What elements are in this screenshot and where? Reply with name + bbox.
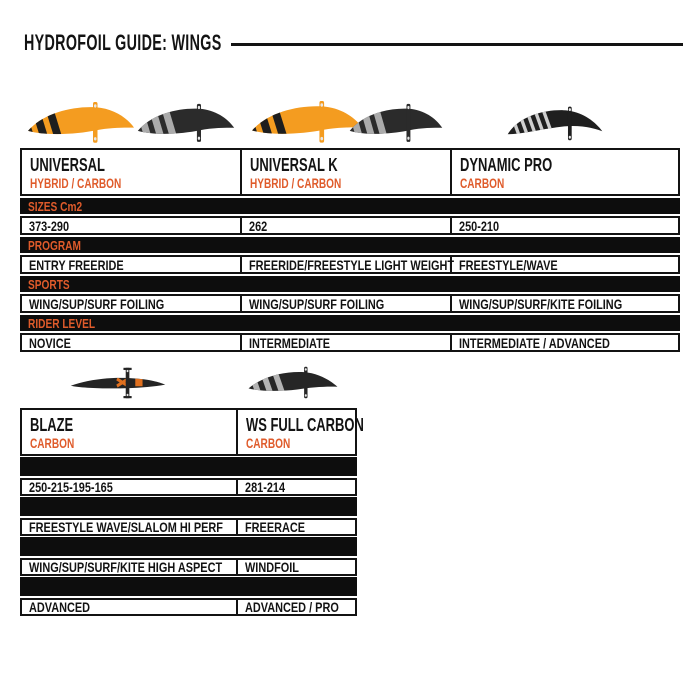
model-construction [460,175,678,191]
blaze-wing-image [68,364,168,402]
column-header-universal-k [242,148,452,196]
cell-text: 250-215-195-165 [29,479,113,495]
cell-text: INTERMEDIATE / ADVANCED [459,334,610,351]
column-header-ws-full-carbon [238,408,364,456]
cell-text: FREESTYLE WAVE/SLALOM HI PERF [29,519,223,535]
model-name [246,415,364,435]
sports-row [20,294,680,313]
cell-text: 262 [249,217,268,234]
main-table-header-row [20,148,680,196]
section-label: SPORTS [28,276,70,292]
sizes-cell-universal [20,216,242,235]
sizes-cell-dynamic-pro [452,216,680,235]
rider-level-cell-ws [238,598,357,616]
program-cell-ws [238,518,357,536]
sizes-row [20,216,680,235]
dynamic-pro-wing-image [504,103,606,145]
section-bar-sizes [20,198,680,214]
sizes-cell-ws [238,478,357,496]
page-title-text: HYDROFOIL GUIDE: WINGS [24,30,222,55]
cell-text: 281-214 [245,479,286,495]
sports-cell-ws [238,558,357,576]
sports-row-secondary [20,558,357,576]
title-rule [231,43,683,46]
wings-comparison-table-secondary [20,408,364,616]
rider-level-row [20,333,680,352]
section-bar-program-secondary [20,497,357,516]
sports-cell-dynamic-pro [452,294,680,313]
model-construction-text: CARBON [30,435,75,451]
model-name-text: UNIVERSAL K [250,155,338,175]
cell-text: ADVANCED [29,599,91,615]
program-cell-universal-k [242,255,455,274]
rider-level-cell-universal-k [242,333,452,352]
model-construction [30,435,236,451]
column-header-dynamic-pro [452,148,680,196]
model-construction-text: HYBRID / CARBON [30,175,122,191]
cell-text: FREESTYLE/WAVE [459,256,558,273]
model-name [250,155,450,175]
section-bar-rider-level [20,315,680,331]
cell-text: 373-290 [29,217,70,234]
model-name-text: WS FULL CARBON [246,415,364,435]
universal-k-hybrid-wing-image [250,99,364,146]
model-construction-text: CARBON [460,175,505,191]
sizes-row-secondary [20,478,357,496]
section-bar-program [20,237,680,253]
rider-level-cell-blaze [20,598,238,616]
model-construction-text: HYBRID / CARBON [250,175,342,191]
sizes-cell-blaze [20,478,238,496]
cell-text: WING/SUP/SURF FOILING [249,295,385,312]
model-name-text: UNIVERSAL [30,155,105,175]
section-bar-sports-secondary [20,537,357,556]
program-row [20,255,680,274]
column-header-universal [20,148,242,196]
model-name [30,155,240,175]
program-cell-dynamic-pro [452,255,680,274]
cell-text: WING/SUP/SURF/KITE FOILING [459,295,623,312]
cell-text: WINDFOIL [245,559,299,575]
model-construction [250,175,450,191]
model-name-text: DYNAMIC PRO [460,155,553,175]
cell-text: 250-210 [459,217,500,234]
program-cell-blaze [20,518,238,536]
model-name-text: BLAZE [30,415,74,435]
section-bar-rider-level-secondary [20,577,357,596]
sizes-cell-universal-k [242,216,452,235]
model-name [460,155,678,175]
universal-carbon-wing-image [136,102,236,145]
cell-text: INTERMEDIATE [249,334,331,351]
universal-hybrid-wing-image [26,100,136,146]
cell-text: NOVICE [29,334,71,351]
model-construction [246,435,355,451]
program-cell-universal [20,255,242,274]
section-label: PROGRAM [28,237,81,253]
model-construction [30,175,240,191]
section-label: RIDER LEVEL [28,315,96,331]
cell-text: WING/SUP/SURF/KITE HIGH ASPECT [29,559,223,575]
ws-full-carbon-wing-image [246,364,340,402]
model-construction-text: CARBON [246,435,291,451]
sports-cell-universal [20,294,242,313]
cell-text: ADVANCED / PRO [245,599,339,615]
universal-k-carbon-wing-image [348,102,444,145]
cell-text: FREERACE [245,519,306,535]
cell-text: FREERIDE/FREESTYLE LIGHT WEIGHT [249,256,455,273]
model-name [30,415,236,435]
rider-level-row-secondary [20,598,357,616]
section-bar-sizes-secondary [20,457,357,476]
wings-comparison-table-main [20,148,680,352]
sports-cell-blaze [20,558,238,576]
secondary-table-header-row [20,408,364,456]
section-bar-sports [20,276,680,292]
cell-text: WING/SUP/SURF FOILING [29,295,165,312]
rider-level-cell-universal [20,333,242,352]
rider-level-cell-dynamic-pro [452,333,680,352]
sports-cell-universal-k [242,294,452,313]
cell-text: ENTRY FREERIDE [29,256,124,273]
section-label: SIZES Cm2 [28,198,83,214]
column-header-blaze [20,408,238,456]
program-row-secondary [20,518,357,536]
